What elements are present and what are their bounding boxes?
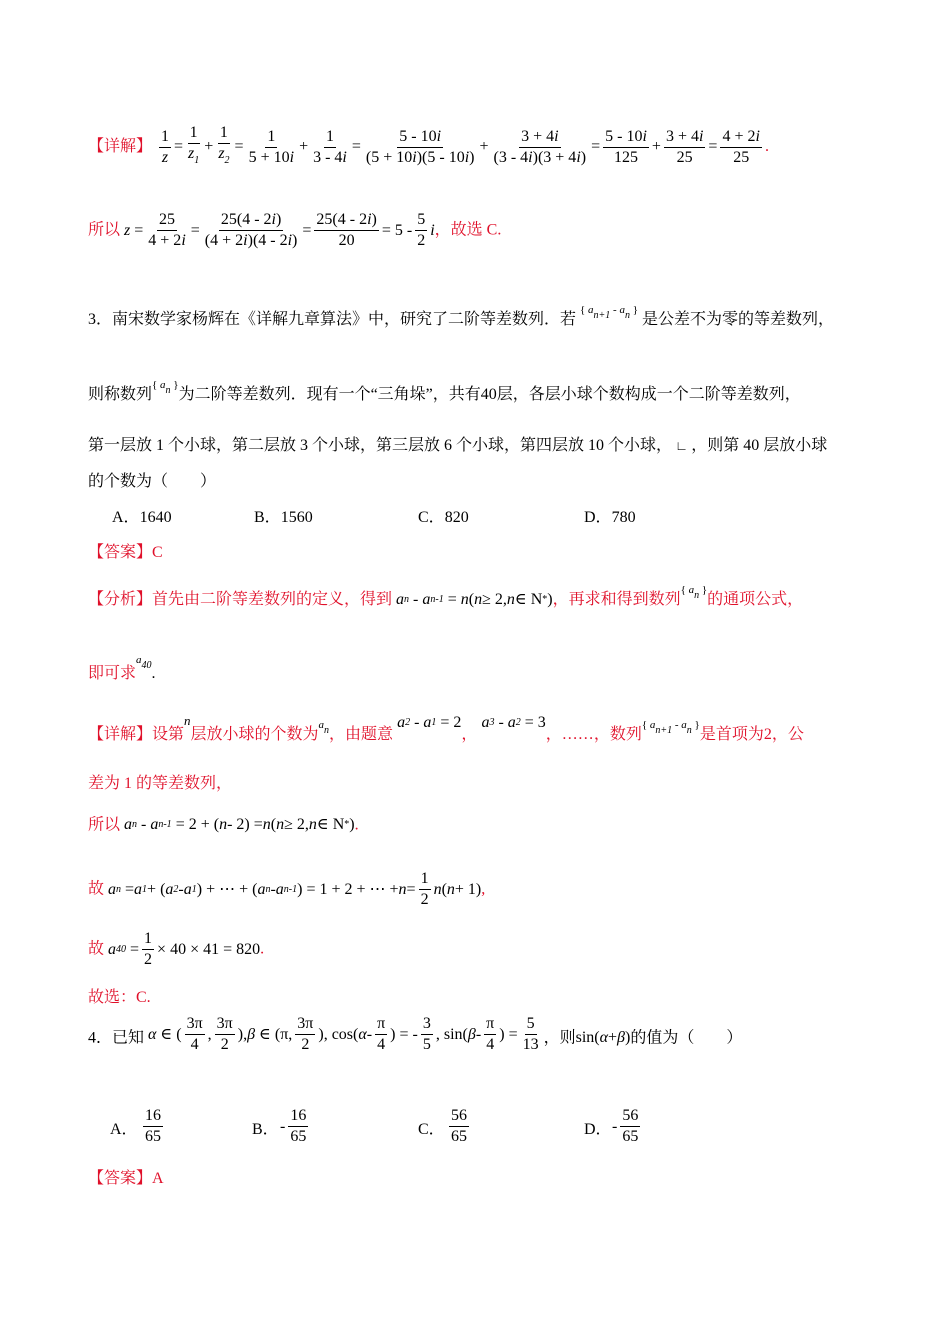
q3-a40-formula: a 40 = $\frac{1}{2}$ × 40 × 41 = 820 xyxy=(108,930,261,968)
q3-detail-1a: 设第 xyxy=(152,726,185,743)
s2-so-prefix: 所以 xyxy=(88,221,121,239)
q3-gu-line-1: 故 a n = a 1 + ( a 2 - a 1 ) + ⋯ + ( a n - a n-1 ) = 1 + 2 + ⋯ + n = $\frac{1}{2}$ n ( n + 1), xyxy=(88,870,486,908)
q4-answer-line xyxy=(88,1167,880,1191)
q3-analysis-2: 即可求 xyxy=(88,665,137,682)
q3-so-line: 所以 a n - a n-1 = 2 + ( n - 2) = n ( n ≥ 2, n ∈ N * ). xyxy=(88,813,880,837)
s2-detail-line: 【详解】 $\frac{1}{z}$ = $\frac{1}{z_1}$ + $\frac{1}{z_2}$ = $\frac{1}{5 + 10i}$ + $\frac{1}{3 - 4i}$ = $\frac{5 - 10i}{(5 + 10i)(5 - 10i)}$ + $\frac{3 + 4i}{(3 - 4i)(3 + 4i)}$ = $\frac{5 - 10i}{125}$ + $\frac{3 + 4i}{25}$ = $\frac{4 + 2i}{25}$ . xyxy=(88,123,880,171)
q4-target: sin( α + β ) xyxy=(575,1029,631,1047)
q4-options xyxy=(88,1106,880,1154)
q3-gu-1: 故 xyxy=(88,880,105,898)
q3-analysis-seq: { an } xyxy=(680,584,708,601)
q3-answer-tag: 【答案】 xyxy=(88,544,153,561)
q3-analysis-line-2: 即可求a40. xyxy=(88,662,880,686)
q3-stem-3: 第一层放 1 个小球，第二层放 3 个小球，第三层放 6 个小球，第四层放 10 个小球， xyxy=(88,437,673,454)
q3-conclusion xyxy=(88,986,880,1010)
q3-analysis-1b: ，再求和得到数列 xyxy=(552,591,681,608)
q4-option-b-label[interactable]: B． xyxy=(252,1121,279,1138)
q3-detail-line-1: 【详解】设第n层放小球的个数为an，由题意 a 2 - a 1 = 2， a 3 - a 2 = 3，……，数列{ an+1 - an }是首项为2，公 xyxy=(88,713,804,743)
s2-detail-formula: $\frac{1}{z}$ = $\frac{1}{z_1}$ + $\frac{1}{z_2}$ = $\frac{1}{5 + 10i}$ + $\frac{1}{3 - 4i}$ = $\frac{5 - 10i}{(5 + 10i)(5 - 10i)}$ + $\frac{3 + 4i}{(3 - 4i)(3 + 4i)}$ = $\frac{5 - 10i}{125}$ + $\frac{3 + 4i}{25}$ = $\frac{4 + 2i}{25}$ xyxy=(161,124,760,166)
s2-detail-tag: 【详解】 xyxy=(88,138,153,155)
q3-analysis-formula: a n - a n-1 = n ( n ≥ 2, n ∈ N * ) xyxy=(396,591,553,609)
q3-detail-line-2 xyxy=(88,772,880,796)
q3-sum-formula: a n = a 1 + ( a 2 - a 1 ) + ⋯ + ( a n - a n-1 ) = 1 + 2 + ⋯ + n = $\frac{1}{2}$ n ( n + 1) xyxy=(108,870,482,908)
q4-option-d-label[interactable]: D． xyxy=(584,1121,612,1138)
q3-seq-diff: { an+1 - an } xyxy=(580,304,638,321)
q3-detail-eqs: a 2 - a 1 = 2 xyxy=(397,714,462,731)
q3-option-b[interactable]: B．1560 xyxy=(254,509,313,526)
q3-detail-1c: ，由题意 xyxy=(329,726,394,743)
q3-stem-1: 3．南宋数学家杨辉在《详解九章算法》中，研究了二阶等差数列．若 xyxy=(88,311,577,328)
q4-conditions: α ∈ ( $\frac{3\pi}{4}$ , $\frac{3\pi}{2}$ ), β ∈ (π, $\frac{3\pi}{2}$ ), cos( α - $\frac{\pi}{4}$ ) = - $\frac{3}{5}$ , sin( β - $\frac{\pi}{4}$ ) = $\frac{5}{13}$ xyxy=(148,1015,539,1053)
q4-option-a-label[interactable]: A． xyxy=(110,1121,138,1138)
q3-stem-line-2 xyxy=(88,379,880,407)
q3-stem-4: 的个数为（ ） xyxy=(88,473,217,490)
q4-option-b[interactable]: - $\frac{16}{65}$ xyxy=(280,1107,307,1145)
q3-analysis-line-1 xyxy=(88,584,880,612)
q3-analysis-1c: 的通项公式， xyxy=(707,591,804,608)
q3-conclusion-text: 故选：C. xyxy=(88,989,151,1006)
q3-gu-line-2: 故 a 40 = $\frac{1}{2}$ × 40 × 41 = 820. xyxy=(88,930,265,968)
q3-answer-line xyxy=(88,541,880,565)
q3-seq-an: { an } xyxy=(152,379,179,396)
q4-option-a[interactable]: $\frac{16}{65}$ xyxy=(145,1107,161,1145)
q3-detail-2: 差为 1 的等差数列， xyxy=(88,775,233,792)
q4-stem-a: 4．已知 xyxy=(88,1029,145,1047)
q3-answer: C xyxy=(152,544,163,561)
q4-option-c-label[interactable]: C． xyxy=(418,1121,445,1138)
q3-so: 所以 xyxy=(88,816,121,834)
q3-stem-line-1 xyxy=(88,304,880,332)
q3-stem-2a: 则称数列 xyxy=(88,386,153,403)
q4-answer-tag: 【答案】 xyxy=(88,1170,153,1187)
q3-detail-1e: 是首项为2，公 xyxy=(699,726,804,743)
s2-so-suffix: ，故选 C. xyxy=(434,221,502,239)
q3-stem-line-3: 第一层放 1 个小球，第二层放 3 个小球，第三层放 6 个小球，第四层放 10 个小球， ∟ ，则第 40 层放小球 xyxy=(88,437,828,454)
q3-stem-3b: ，则第 40 层放小球 xyxy=(691,437,828,454)
q3-option-a[interactable]: A．1640 xyxy=(112,509,172,526)
q4-stem-c: 的值为（ ） xyxy=(630,1029,743,1047)
s2-so-line xyxy=(88,210,880,251)
q3-detail-1d: ，数列 xyxy=(593,726,642,743)
q3-detail-tag: 【详解】 xyxy=(88,726,153,743)
q3-stem-2b: 为二阶等差数列．现有一个“三角垛”，共有40层，各层小球个数构成一个二阶等差数列， xyxy=(178,386,801,403)
s2-so-formula: z = $\frac{25}{4 + 2i}$ = $\frac{25(4 - 2i)}{(4 + 2i)(4 - 2i)}$ = $\frac{25(4 - 2i)}{20}$ = 5 - $\frac{5}{2}$ i xyxy=(124,211,435,249)
q4-answer: A xyxy=(152,1170,164,1187)
q3-analysis-1: 首先由二阶等差数列的定义，得到 xyxy=(152,591,393,608)
q3-option-d[interactable]: D．780 xyxy=(584,509,636,526)
q3-gu-2: 故 xyxy=(88,940,105,958)
q3-option-c[interactable]: C．820 xyxy=(418,509,469,526)
q4-option-c[interactable]: $\frac{56}{65}$ xyxy=(451,1107,467,1145)
q3-analysis-tag: 【分析】 xyxy=(88,591,153,608)
q3-so-formula: a n - a n-1 = 2 + ( n - 2) = n ( n ≥ 2, n ∈ N * ) xyxy=(124,816,355,834)
q3-stem-1b: 是公差不为零的等差数列， xyxy=(642,311,835,328)
q3-a40: a40 xyxy=(136,654,152,671)
q3-detail-1b: 层放小球的个数为 xyxy=(190,726,319,743)
q4-stem-line xyxy=(88,1015,880,1055)
q3-stem-line-4 xyxy=(88,470,880,494)
q4-stem-b: ，则 xyxy=(543,1029,576,1047)
q4-option-d[interactable]: - $\frac{56}{65}$ xyxy=(612,1107,639,1145)
